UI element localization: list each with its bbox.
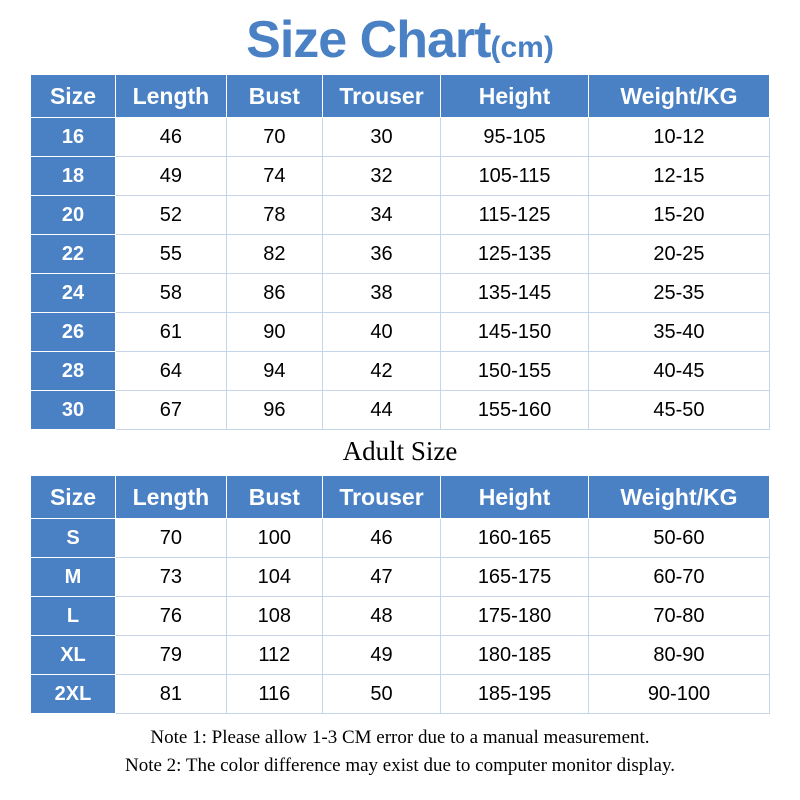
cell-trouser: 42 [322,352,440,391]
cell-height: 185-195 [441,675,589,714]
cell-bust: 74 [226,157,322,196]
cell-size: S [31,519,116,558]
cell-height: 160-165 [441,519,589,558]
cell-size: 16 [31,118,116,157]
table-row [31,636,770,675]
cell-length: 76 [115,597,226,636]
table-row [31,519,770,558]
table-row [31,352,770,391]
column-header-bust: Bust [226,75,322,118]
cell-weight: 70-80 [588,597,769,636]
column-header-size: Size [31,75,116,118]
page-title [0,0,800,69]
cell-weight: 90-100 [588,675,769,714]
cell-size: 30 [31,391,116,430]
cell-weight: 12-15 [588,157,769,196]
cell-height: 135-145 [441,274,589,313]
cell-size: 28 [31,352,116,391]
cell-bust: 112 [226,636,322,675]
table-row [31,235,770,274]
adult-size-table-wrapper [0,475,800,714]
cell-height: 150-155 [441,352,589,391]
cell-height: 145-150 [441,313,589,352]
cell-bust: 108 [226,597,322,636]
cell-weight: 50-60 [588,519,769,558]
cell-weight: 80-90 [588,636,769,675]
cell-height: 125-135 [441,235,589,274]
note-2: Note 2: The color difference may exist due to computer monitor display. [125,754,675,776]
table-header-row [31,476,770,519]
adult-size-table [30,475,770,714]
cell-height: 115-125 [441,196,589,235]
page-title-main: Size Chart [246,11,491,69]
cell-bust: 96 [226,391,322,430]
cell-trouser: 36 [322,235,440,274]
table-row [31,391,770,430]
page-title-unit: (cm) [490,31,554,64]
cell-trouser: 50 [322,675,440,714]
cell-size: 24 [31,274,116,313]
column-header-weight: Weight/KG [588,75,769,118]
cell-trouser: 38 [322,274,440,313]
cell-length: 52 [115,196,226,235]
table-row [31,157,770,196]
cell-bust: 90 [226,313,322,352]
column-header-height: Height [441,75,589,118]
column-header-trouser: Trouser [322,75,440,118]
cell-height: 175-180 [441,597,589,636]
table-row [31,675,770,714]
cell-length: 46 [115,118,226,157]
cell-weight: 25-35 [588,274,769,313]
cell-length: 55 [115,235,226,274]
cell-bust: 100 [226,519,322,558]
table-header-row [31,75,770,118]
cell-length: 81 [115,675,226,714]
cell-trouser: 30 [322,118,440,157]
adult-size-label: Adult Size [342,436,458,466]
table-row [31,597,770,636]
kids-size-table-wrapper [0,74,800,430]
cell-weight: 10-12 [588,118,769,157]
cell-trouser: 49 [322,636,440,675]
cell-trouser: 44 [322,391,440,430]
cell-length: 67 [115,391,226,430]
cell-weight: 35-40 [588,313,769,352]
cell-length: 70 [115,519,226,558]
cell-height: 180-185 [441,636,589,675]
cell-bust: 78 [226,196,322,235]
table-row [31,274,770,313]
cell-size: 2XL [31,675,116,714]
column-header-height: Height [441,476,589,519]
cell-size: M [31,558,116,597]
kids-size-table [30,74,770,430]
column-header-size: Size [31,476,116,519]
cell-length: 58 [115,274,226,313]
column-header-length: Length [115,75,226,118]
note-1: Note 1: Please allow 1-3 CM error due to a manual measurement. [150,727,650,748]
cell-length: 64 [115,352,226,391]
cell-length: 61 [115,313,226,352]
cell-trouser: 48 [322,597,440,636]
cell-size: 18 [31,157,116,196]
column-header-trouser: Trouser [322,476,440,519]
cell-bust: 104 [226,558,322,597]
cell-height: 165-175 [441,558,589,597]
table-row [31,118,770,157]
cell-bust: 70 [226,118,322,157]
cell-bust: 116 [226,675,322,714]
cell-weight: 20-25 [588,235,769,274]
cell-size: 26 [31,313,116,352]
cell-trouser: 32 [322,157,440,196]
column-header-length: Length [115,476,226,519]
cell-weight: 45-50 [588,391,769,430]
cell-bust: 82 [226,235,322,274]
cell-bust: 86 [226,274,322,313]
notes-section [0,714,800,779]
cell-weight: 15-20 [588,196,769,235]
table-row [31,313,770,352]
cell-size: XL [31,636,116,675]
cell-weight: 60-70 [588,558,769,597]
cell-size: L [31,597,116,636]
cell-trouser: 46 [322,519,440,558]
cell-bust: 94 [226,352,322,391]
cell-trouser: 34 [322,196,440,235]
cell-length: 49 [115,157,226,196]
column-header-bust: Bust [226,476,322,519]
cell-height: 95-105 [441,118,589,157]
cell-weight: 40-45 [588,352,769,391]
table-row [31,558,770,597]
cell-height: 105-115 [441,157,589,196]
cell-trouser: 40 [322,313,440,352]
cell-size: 20 [31,196,116,235]
column-header-weight: Weight/KG [588,476,769,519]
cell-length: 79 [115,636,226,675]
table-row [31,196,770,235]
cell-height: 155-160 [441,391,589,430]
cell-size: 22 [31,235,116,274]
cell-trouser: 47 [322,558,440,597]
cell-length: 73 [115,558,226,597]
